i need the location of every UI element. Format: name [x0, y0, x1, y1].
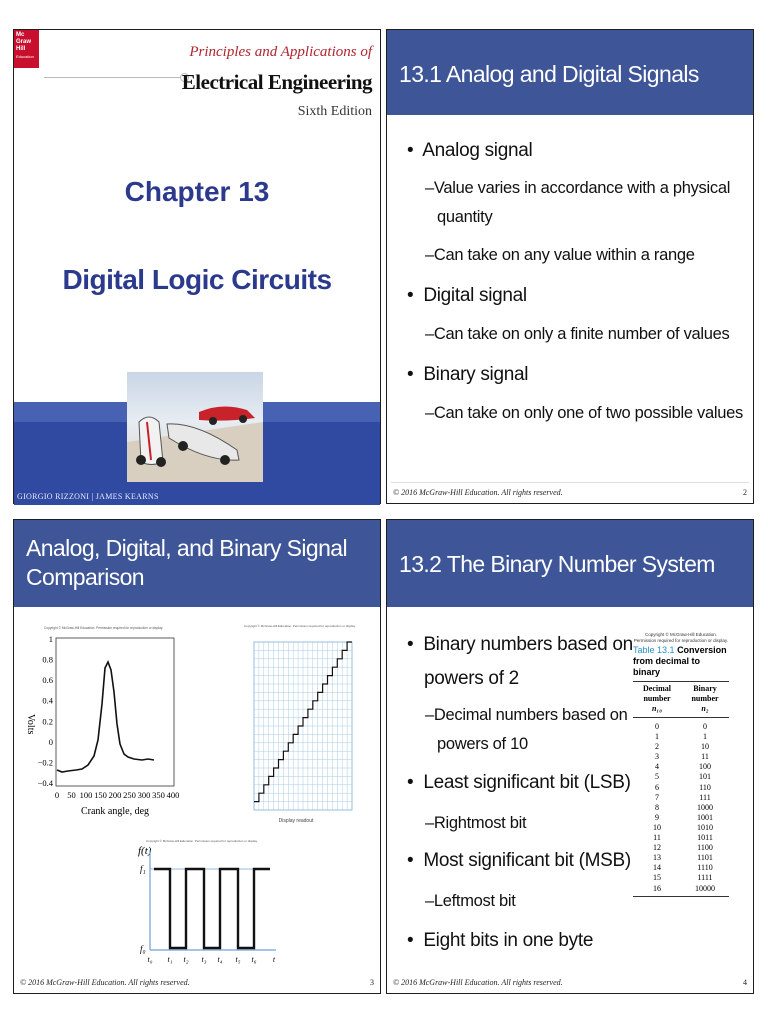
slide-title: Analog, Digital, and Binary Signal Comparison: [26, 535, 347, 590]
decimal-cell: 15: [653, 873, 661, 883]
svg-text:t₀: t₀: [147, 955, 153, 964]
copyright-footer: © 2016 McGraw-Hill Education. All rights reserved.: [393, 488, 563, 497]
authors: GIORGIO RIZZONI | JAMES KEARNS: [17, 492, 159, 501]
sub-bullet-two-values: –Can take on only one of two possible values: [425, 404, 743, 422]
analog-x-tick: 200: [108, 790, 122, 800]
binary-cell: 10: [701, 742, 709, 752]
decimal-cell: 4: [655, 762, 659, 772]
table-row: [633, 783, 729, 793]
analog-x-tick: 300: [137, 790, 151, 800]
table-bottom-rule: [633, 896, 729, 897]
title-rule: [44, 77, 184, 78]
decimal-cell: 10: [653, 822, 661, 832]
decimal-cell: 12: [653, 843, 661, 853]
table-row: [633, 823, 729, 833]
decimal-cell: 2: [655, 742, 659, 752]
page-number: 4: [743, 978, 747, 987]
table-row: [633, 813, 729, 823]
binary-cell: 1: [703, 732, 707, 742]
analog-x-tick: 150: [94, 790, 107, 800]
analog-y-tick: 1: [48, 634, 53, 644]
analog-y-tick: −0.4: [37, 778, 53, 788]
title-slide: [13, 29, 381, 504]
analog-x-tick: 250: [123, 790, 136, 800]
bullet-binary-signal: • Binary signal: [407, 364, 529, 385]
binary-f1-label: f₁: [140, 864, 146, 874]
footer-rule: [391, 482, 749, 483]
page-number: 3: [370, 978, 374, 987]
binary-signal-chart: [124, 840, 284, 970]
cover-image: [127, 372, 263, 482]
table-row: [633, 772, 729, 782]
table-row: [633, 884, 729, 894]
bullet-binary-powers-of-2: • Binary numbers based on powers of 2: [407, 634, 633, 689]
svg-text:t₃: t₃: [201, 955, 207, 964]
binary-cell: 101: [699, 772, 711, 782]
decimal-cell: 5: [655, 772, 659, 782]
analog-x-tick: 100: [79, 790, 93, 800]
table-body: [633, 718, 729, 894]
analog-signal-chart: [18, 632, 178, 832]
decimal-cell: 9: [655, 812, 659, 822]
table-header: Decimal number n₁₀ Binary number n₂: [643, 684, 719, 713]
svg-text:t₂: t₂: [183, 955, 189, 964]
copyright-footer: © 2016 McGraw-Hill Education. All rights reserved.: [20, 978, 190, 987]
analog-y-tick: 0.6: [42, 675, 53, 686]
race-cars-illustration: [127, 372, 263, 482]
analog-y-tick: 0.4: [42, 695, 53, 706]
decimal-cell: 13: [653, 853, 661, 863]
bullet-msb: • Most significant bit (MSB): [407, 850, 631, 871]
svg-text:t₆: t₆: [251, 955, 257, 964]
table-row: [633, 752, 729, 762]
binary-cell: 1000: [697, 802, 713, 812]
table-row: [633, 843, 729, 853]
analog-x-tick: 400: [166, 790, 180, 800]
binary-cell: 1100: [697, 843, 713, 853]
decimal-cell: 8: [655, 802, 659, 812]
table-row: [633, 873, 729, 883]
edition: Sixth Edition: [297, 104, 372, 119]
copyright-footer: © 2016 McGraw-Hill Education. All rights reserved.: [393, 978, 563, 987]
binary-t-labels: [147, 955, 275, 964]
slide-title: 13.2 The Binary Number System: [399, 551, 715, 577]
table-copyright: Copyright © McGraw-Hill Education. Permission required for reproduction or display.: [633, 632, 729, 643]
analog-ylabel: Volts: [25, 714, 36, 735]
bullet-lsb: • Least significant bit (LSB): [407, 772, 631, 793]
slide-title-bar: [14, 520, 380, 607]
analog-y-tick: −0.2: [37, 757, 53, 768]
table-row: [633, 853, 729, 863]
slide-title-bar: [387, 30, 753, 115]
decimal-cell: 11: [653, 833, 661, 843]
binary-cell: 10000: [695, 883, 715, 893]
binary-cell: 1101: [697, 853, 713, 863]
sub-bullet-leftmost-bit: –Leftmost bit: [425, 892, 516, 910]
table-row: [633, 742, 729, 752]
table-row: [633, 833, 729, 843]
sub-bullet-decimal-powers-of-10: –Decimal numbers based on powers of 10: [425, 706, 628, 753]
binary-cell: 110: [699, 782, 711, 792]
analog-plot-frame: [56, 638, 174, 786]
sub-bullet-rightmost-bit: –Rightmost bit: [425, 814, 527, 832]
slide-title-bar: [387, 520, 753, 607]
svg-text:t: t: [272, 955, 276, 964]
binary-cell: 11: [701, 752, 709, 762]
binary-cell: 111: [699, 792, 711, 802]
chapter-number: Chapter 13: [124, 176, 270, 207]
binary-cell: 1110: [697, 863, 713, 873]
page-number: 2: [743, 488, 747, 497]
table-row: [633, 722, 729, 732]
binary-cell: 100: [699, 762, 711, 772]
binary-ylabel: f(t): [138, 845, 152, 857]
bullet-analog-signal: • Analog signal: [407, 140, 533, 161]
sub-bullet-any-value: –Can take on any value within a range: [425, 246, 695, 264]
binary-cell: 1011: [697, 833, 713, 843]
analog-x-tick: 350: [152, 790, 165, 800]
mcgraw-hill-logo: Mc Graw Hill Education: [14, 30, 39, 68]
bullet-eight-bits: • Eight bits in one byte: [407, 930, 594, 951]
decimal-cell: 0: [655, 722, 659, 731]
analog-x-tick-labels: [55, 790, 180, 800]
binary-cell: 1010: [697, 822, 713, 832]
analog-x-tick: 0: [54, 790, 60, 800]
table-row: [633, 732, 729, 742]
table-caption: Table 13.1 Conversion from decimal to binary: [633, 645, 727, 677]
bullet-digital-signal: • Digital signal: [407, 285, 527, 306]
binary-cell: 0: [703, 722, 707, 731]
table-row: [633, 803, 729, 813]
digital-chart-copyright: Copyright © McGraw-Hill Education. Permission required for reproduction or display.: [244, 624, 356, 628]
analog-chart-copyright: Copyright © McGraw-Hill Education. Permission required for reproduction or display.: [44, 626, 164, 630]
analog-y-tick: 0: [48, 736, 53, 747]
binary-chart-copyright: Copyright © McGraw-Hill Education. Permission required for reproduction or display.: [146, 839, 258, 843]
chapter-title: Digital Logic Circuits: [62, 264, 332, 295]
svg-text:t₄: t₄: [217, 955, 223, 964]
table-row: [633, 793, 729, 803]
sub-bullet-value-varies: –Value varies in accordance with a physical quantity: [425, 179, 731, 226]
table-row: [633, 762, 729, 772]
binary-cell: 1111: [697, 873, 713, 883]
sub-bullet-finite-values: –Can take on only a finite number of values: [425, 325, 730, 343]
analog-y-tick-labels: [38, 634, 54, 788]
decimal-cell: 3: [655, 752, 659, 762]
binary-cell: 1001: [697, 812, 713, 822]
analog-x-tick: 50: [67, 790, 76, 800]
digital-xlabel: Display readout: [278, 818, 314, 824]
analog-y-tick: 0.8: [42, 654, 53, 665]
slide-binary-number-system: [386, 519, 754, 994]
slide-analog-digital-signals: [386, 29, 754, 504]
analog-y-tick: 0.2: [42, 716, 53, 727]
slide-signal-comparison: [13, 519, 381, 994]
table-row: [633, 863, 729, 873]
binary-waveform: [154, 869, 270, 948]
analog-waveform: [57, 662, 154, 772]
svg-text:t₁: t₁: [167, 955, 173, 964]
decimal-cell: 6: [655, 782, 659, 792]
svg-text:t₅: t₅: [235, 955, 241, 964]
digital-signal-chart: [214, 632, 374, 832]
decimal-cell: 1: [655, 732, 659, 742]
binary-f0-label: f₀: [140, 944, 146, 954]
decimal-cell: 7: [655, 792, 659, 802]
decimal-cell: 16: [653, 883, 661, 893]
analog-xlabel: Crank angle, deg: [80, 806, 150, 817]
conversion-table: [633, 632, 729, 897]
series-title: Principles and Applications of: [189, 44, 372, 60]
slide-title: 13.1 Analog and Digital Signals: [399, 61, 699, 87]
decimal-cell: 14: [653, 863, 661, 873]
book-title: Electrical Engineering: [181, 70, 372, 94]
